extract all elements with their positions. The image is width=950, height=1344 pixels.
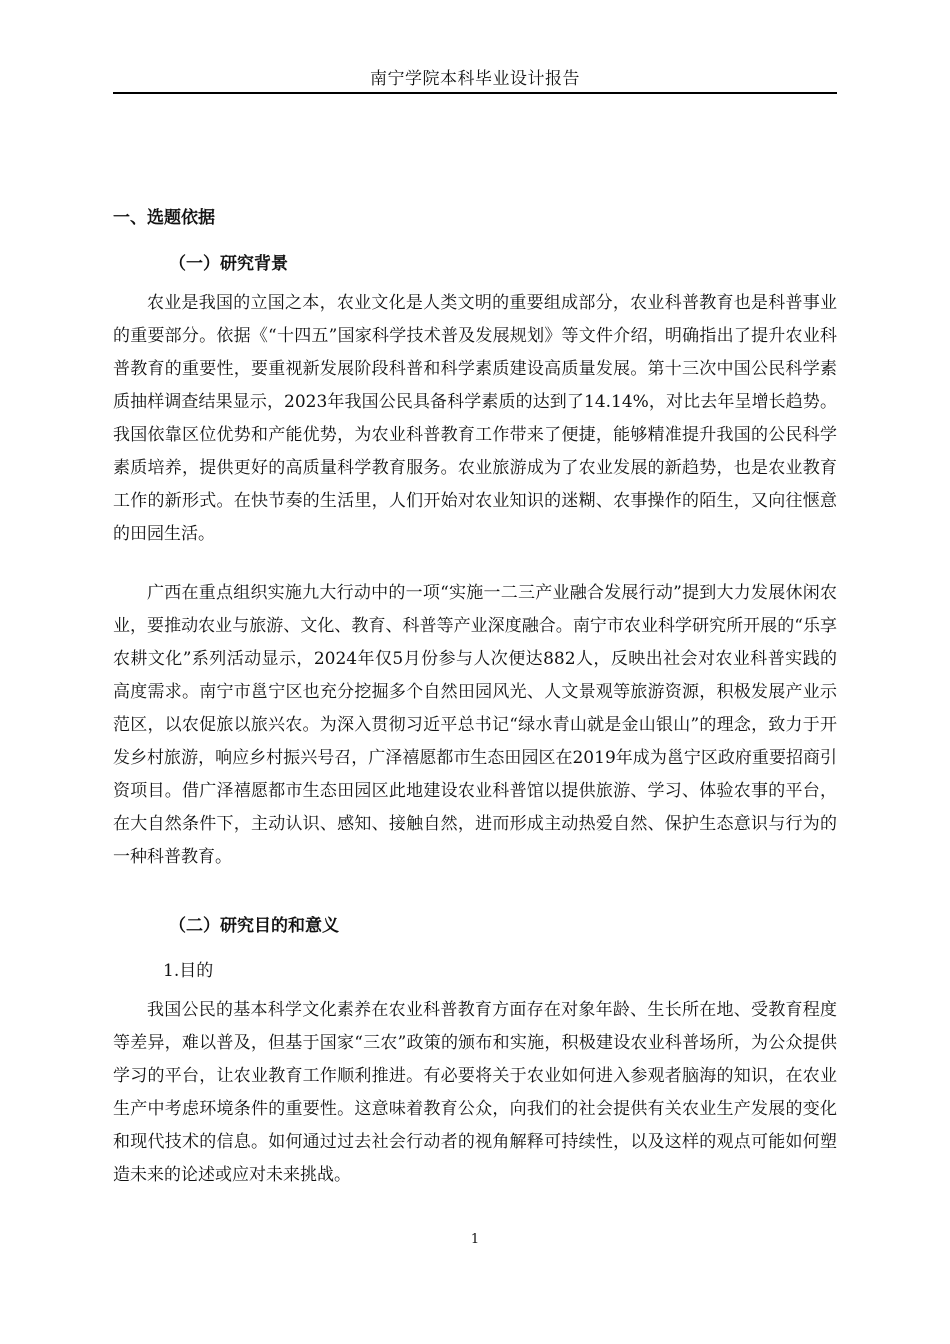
section-heading-topic-basis: 一、选题依据 [113,208,215,228]
running-header-title: 南宁学院本科毕业设计报告 [370,69,580,89]
body-paragraph-background-1: 农业是我国的立国之本，农业文化是人类文明的重要组成部分，农业科普教育也是科普事业的重要部分。依据《“十四五”国家科学技术普及发展规划》等文件介绍，明确指出了提升农业科普教育的重要性，要重视新发展阶段科普和科学素质建设高质量发展。第十三次中国公民科学素质抽样调查结果显示，2023年我国公民具备科学素质的达到了14.14%，对比去年呈增长趋势。我国依靠区位优势和产能优势，为农业科普教育工作带来了便捷，能够精准提升我国的公民科学素质培养，提供更好的高质量科学教育服务。农业旅游成为了农业发展的新趋势，也是农业教育工作的新形式。在快节奏的生活里，人们开始对农业知识的迷糊、农事操作的陌生，又向往惬意的田园生活。 [113,293,837,544]
subsection-heading-purpose-significance: （二）研究目的和意义 [169,916,339,936]
page-number: 1 [470,1232,480,1247]
body-paragraph-background-2: 广西在重点组织实施九大行动中的一项“实施一二三产业融合发展行动”提到大力发展休闲农业，要推动农业与旅游、文化、教育、科普等产业深度融合。南宁市农业科学研究所开展的“乐享农耕文化”系列活动显示，2024年仅5月份参与人次便达882人，反映出社会对农业科普实践的高度需求。南宁市邕宁区也充分挖掘多个自然田园风光、人文景观等旅游资源，积极发展产业示范区，以农促旅以旅兴农。为深入贯彻习近平总书记“绿水青山就是金山银山”的理念，致力于开发乡村旅游，响应乡村振兴号召，广泽禧愿都市生态田园区在2019年成为邕宁区政府重要招商引资项目。借广泽禧愿都市生态田园区此地建设农业科普馆以提供旅游、学习、体验农事的平台，在大自然条件下，主动认识、感知、接触自然，进而形成主动热爱自然、保护生态意识与行为的一种科普教育。 [113,583,837,867]
body-paragraph-purpose: 我国公民的基本科学文化素养在农业科普教育方面存在对象年龄、生长所在地、受教育程度等差异，难以普及，但基于国家“三农”政策的颁布和实施，积极建设农业科普场所，为公众提供学习的平台，让农业教育工作顺利推进。有必要将关于农业如何进入参观者脑海的知识，在农业生产中考虑环境条件的重要性。这意味着教育公众，向我们的社会提供有关农业生产发展的变化和现代技术的信息。如何通过过去社会行动者的视角解释可持续性，以及这样的观点可能如何塑造未来的论述或应对未来挑战。 [113,1000,837,1185]
header-divider [113,92,837,94]
subsection-heading-research-background: （一）研究背景 [169,254,288,274]
item-heading-purpose: 1.目的 [163,961,214,981]
